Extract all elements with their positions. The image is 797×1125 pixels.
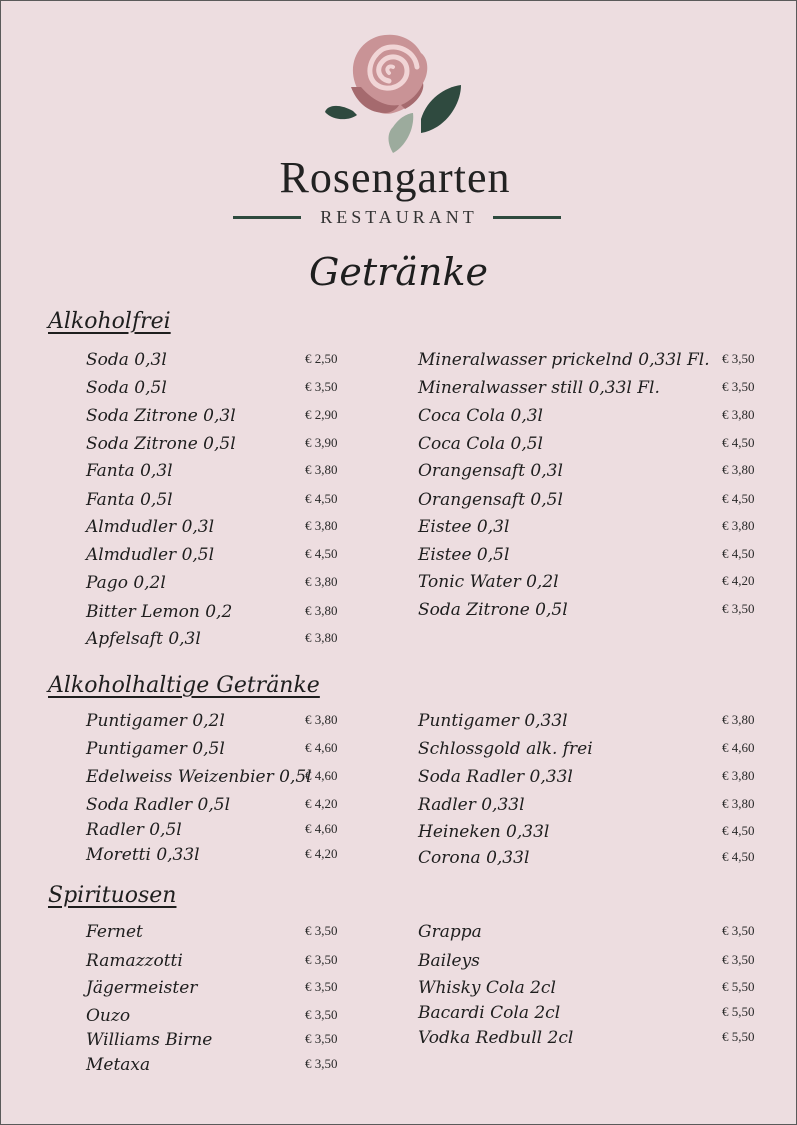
menu-item-price: € 5,50 xyxy=(722,1004,755,1019)
menu-item-price: € 3,50 xyxy=(305,923,338,938)
menu-item-price: € 4,20 xyxy=(305,796,338,811)
menu-item-name: Mineralwasser still 0,33l Fl. xyxy=(418,378,660,398)
menu-item-price: € 4,60 xyxy=(305,821,338,836)
menu-item-name: Soda Zitrone 0,5l xyxy=(86,434,236,454)
menu-item-price: € 3,80 xyxy=(722,462,755,477)
menu-item-price: € 3,80 xyxy=(305,630,338,645)
menu-item-price: € 4,50 xyxy=(722,546,755,561)
menu-item-price: € 4,50 xyxy=(305,491,338,506)
menu-item-price: € 4,50 xyxy=(305,546,338,561)
menu-item-name: Orangensaft 0,5l xyxy=(418,490,563,510)
menu-item-name: Edelweiss Weizenbier 0,5l xyxy=(86,767,312,787)
menu-item-price: € 3,80 xyxy=(722,407,755,422)
menu-item-price: € 3,80 xyxy=(722,712,755,727)
menu-item-name: Bacardi Cola 2cl xyxy=(418,1003,561,1023)
menu-item-name: Apfelsaft 0,3l xyxy=(86,629,201,649)
section-heading-alkoholhaltig: Alkoholhaltige Getränke xyxy=(48,673,320,698)
menu-item-price: € 3,80 xyxy=(305,712,338,727)
menu-item-price: € 4,50 xyxy=(722,435,755,450)
menu-item-name: Metaxa xyxy=(86,1055,151,1075)
menu-item-price: € 4,50 xyxy=(722,491,755,506)
menu-item-name: Soda 0,3l xyxy=(86,350,167,370)
section-heading-alkoholfrei: Alkoholfrei xyxy=(48,309,171,334)
menu-item-price: € 3,50 xyxy=(722,923,755,938)
menu-item-price: € 3,50 xyxy=(305,1056,338,1071)
menu-item-name: Puntigamer 0,33l xyxy=(418,711,568,731)
menu-item-name: Soda 0,5l xyxy=(86,378,167,398)
menu-item-price: € 4,60 xyxy=(722,740,755,755)
menu-item-price: € 2,50 xyxy=(305,351,338,366)
menu-item-name: Jägermeister xyxy=(86,978,198,998)
menu-item-name: Eistee 0,5l xyxy=(418,545,510,565)
menu-item-price: € 4,60 xyxy=(305,768,338,783)
menu-item-name: Fernet xyxy=(86,922,143,942)
menu-item-name: Soda Zitrone 0,5l xyxy=(418,600,568,620)
menu-item-price: € 3,50 xyxy=(722,952,755,967)
menu-item-name: Moretti 0,33l xyxy=(86,845,200,865)
menu-item-price: € 3,80 xyxy=(305,518,338,533)
menu-item-name: Puntigamer 0,5l xyxy=(86,739,225,759)
menu-item-price: € 5,50 xyxy=(722,979,755,994)
section-heading-spirituosen: Spirituosen xyxy=(48,883,177,908)
restaurant-logo xyxy=(1,1,796,241)
menu-item-name: Almdudler 0,5l xyxy=(86,545,215,565)
brand-name: Rosengarten xyxy=(279,153,511,202)
menu-item-name: Radler 0,33l xyxy=(418,795,525,815)
menu-item-name: Schlossgold alk. frei xyxy=(418,739,593,759)
brand-rule-left xyxy=(233,216,301,219)
menu-item-name: Ouzo xyxy=(86,1006,131,1026)
menu-item-price: € 3,50 xyxy=(305,979,338,994)
menu-item-name: Williams Birne xyxy=(86,1030,213,1050)
menu-item-name: Tonic Water 0,2l xyxy=(418,572,559,592)
menu-item-name: Mineralwasser prickelnd 0,33l Fl. xyxy=(418,350,710,370)
menu-item-name: Whisky Cola 2cl xyxy=(418,978,556,998)
menu-item-name: Orangensaft 0,3l xyxy=(418,461,563,481)
menu-item-name: Soda Zitrone 0,3l xyxy=(86,406,236,426)
menu-item-price: € 3,50 xyxy=(305,1007,338,1022)
menu-item-price: € 3,80 xyxy=(722,768,755,783)
menu-item-name: Heineken 0,33l xyxy=(418,822,550,842)
menu-item-price: € 3,80 xyxy=(722,518,755,533)
menu-item-price: € 3,90 xyxy=(305,435,338,450)
menu-item-price: € 2,90 xyxy=(305,407,338,422)
page-title: Getränke xyxy=(309,250,488,294)
menu-item-name: Ramazzotti xyxy=(86,951,183,971)
menu-item-name: Radler 0,5l xyxy=(86,820,182,840)
menu-item-name: Coca Cola 0,3l xyxy=(418,406,543,426)
menu-item-price: € 5,50 xyxy=(722,1029,755,1044)
menu-item-price: € 3,50 xyxy=(722,601,755,616)
menu-item-name: Fanta 0,3l xyxy=(86,461,173,481)
rose-icon xyxy=(317,29,477,159)
brand-subtitle: RESTAURANT xyxy=(320,207,478,227)
menu-item-price: € 3,50 xyxy=(722,351,755,366)
menu-item-price: € 3,50 xyxy=(722,379,755,394)
menu-item-name: Coca Cola 0,5l xyxy=(418,434,543,454)
menu-item-price: € 4,20 xyxy=(305,846,338,861)
menu-item-price: € 3,80 xyxy=(305,574,338,589)
menu-item-price: € 3,80 xyxy=(305,603,338,618)
menu-item-name: Fanta 0,5l xyxy=(86,490,173,510)
menu-item-price: € 4,50 xyxy=(722,849,755,864)
menu-item-name: Pago 0,2l xyxy=(86,573,166,593)
menu-item-name: Almdudler 0,3l xyxy=(86,517,215,537)
menu-item-price: € 4,60 xyxy=(305,740,338,755)
menu-item-name: Puntigamer 0,2l xyxy=(86,711,225,731)
menu-item-price: € 3,80 xyxy=(722,796,755,811)
menu-item-price: € 3,80 xyxy=(305,462,338,477)
menu-item-name: Soda Radler 0,33l xyxy=(418,767,573,787)
menu-item-price: € 3,50 xyxy=(305,1031,338,1046)
menu-item-price: € 4,20 xyxy=(722,573,755,588)
menu-item-price: € 4,50 xyxy=(722,823,755,838)
menu-item-name: Baileys xyxy=(418,951,480,971)
menu-item-name: Soda Radler 0,5l xyxy=(86,795,231,815)
menu-item-name: Vodka Redbull 2cl xyxy=(418,1028,574,1048)
menu-item-price: € 3,50 xyxy=(305,379,338,394)
menu-item-name: Grappa xyxy=(418,922,482,942)
menu-item-name: Eistee 0,3l xyxy=(418,517,510,537)
menu-item-name: Bitter Lemon 0,2 xyxy=(86,602,233,622)
menu-item-name: Corona 0,33l xyxy=(418,848,530,868)
menu-item-price: € 3,50 xyxy=(305,952,338,967)
brand-rule-right xyxy=(493,216,561,219)
